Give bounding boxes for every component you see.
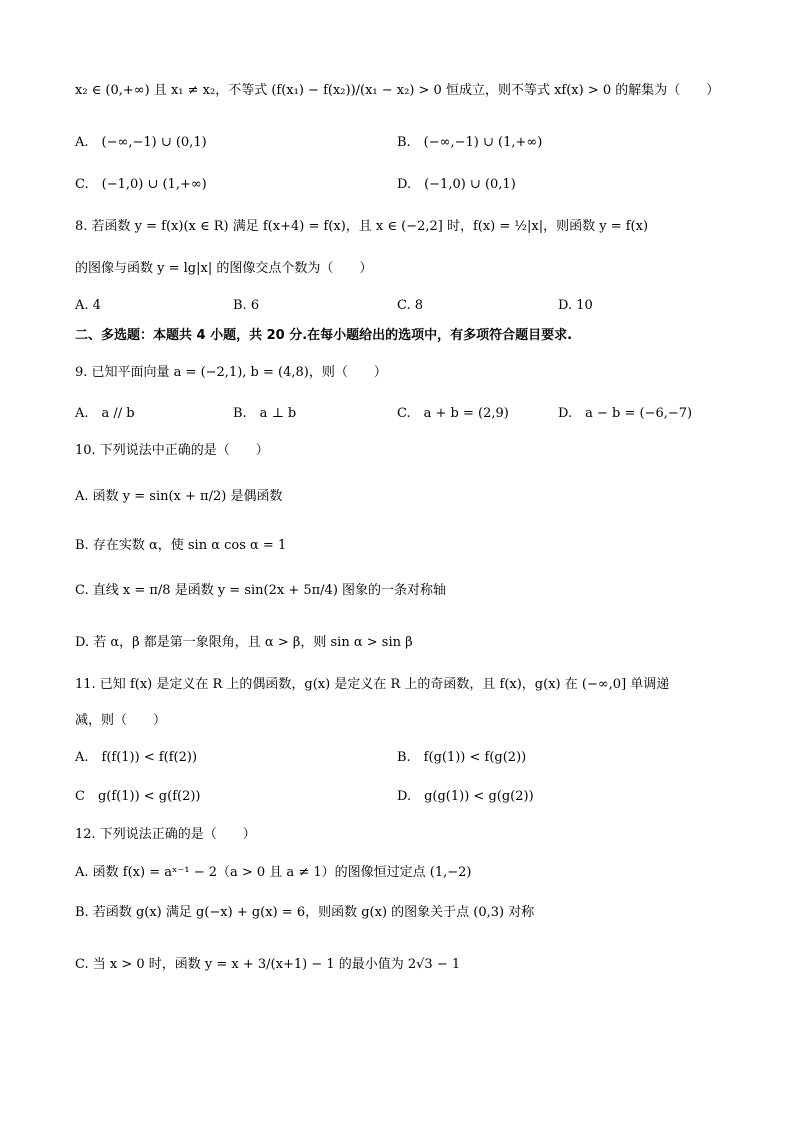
q8-option-c: C. 8 xyxy=(397,298,424,313)
q10-option-c: C. 直线 x = π/8 是函数 y = sin(2x + 5π/4) 图象的一条对称轴 xyxy=(75,583,447,598)
q11-option-c: C g(f(1)) < g(f(2)) xyxy=(75,789,201,804)
q9-option-a: A. a // b xyxy=(75,406,135,421)
q12-option-c: C. 当 x > 0 时，函数 y = x + 3/(x+1) − 1 的最小值为 2√3 − 1 xyxy=(75,957,461,972)
q7-option-b: B. (−∞,−1) ∪ (1,+∞) xyxy=(397,135,543,150)
q8-option-d: D. 10 xyxy=(558,298,593,313)
q8-option-a: A. 4 xyxy=(75,298,101,313)
q12-option-a: A. 函数 f(x) = aˣ⁻¹ − 2（a > 0 且 a ≠ 1）的图像恒过定点 (1,−2) xyxy=(75,865,472,880)
q11-option-d: D. g(g(1)) < g(g(2)) xyxy=(397,789,534,804)
q7-option-a: A. (−∞,−1) ∪ (0,1) xyxy=(75,135,207,150)
q7-condition-line: x₂ ∈ (0,+∞) 且 x₁ ≠ x₂，不等式 (f(x₁) − f(x₂))/(x₁ − x₂) > 0 恒成立，则不等式 xf(x) > 0 的解集为（ ） xyxy=(75,83,720,98)
q9-option-d: D. a − b = (−6,−7) xyxy=(558,406,693,421)
q9-option-c: C. a + b = (2,9) xyxy=(397,406,509,421)
q9-stem: 9. 已知平面向量 a = (−2,1), b = (4,8)，则（ ） xyxy=(75,365,387,380)
q7-option-d: D. (−1,0) ∪ (0,1) xyxy=(397,177,516,192)
q10-option-b: B. 存在实数 α，使 sin α cos α = 1 xyxy=(75,538,287,553)
q8-stem-line2: 的图像与函数 y = lg|x| 的图像交点个数为（ ） xyxy=(75,261,373,276)
q7-option-c: C. (−1,0) ∪ (1,+∞) xyxy=(75,177,207,192)
q10-option-d: D. 若 α，β 都是第一象限角，且 α > β，则 sin α > sin β xyxy=(75,635,413,650)
q11-option-a: A. f(f(1)) < f(f(2)) xyxy=(75,750,198,765)
q12-option-b: B. 若函数 g(x) 满足 g(−x) + g(x) = 6，则函数 g(x) 的图象关于点 (0,3) 对称 xyxy=(75,905,535,920)
section-heading-multiple-choice: 二、多选题：本题共 4 小题，共 20 分.在每小题给出的选项中，有多项符合题目要求. xyxy=(75,328,573,343)
q12-stem: 12. 下列说法正确的是（ ） xyxy=(75,827,256,842)
q8-option-b: B. 6 xyxy=(233,298,260,313)
q9-option-b: B. a ⊥ b xyxy=(233,406,297,421)
q11-option-b: B. f(g(1)) < f(g(2)) xyxy=(397,750,527,765)
q10-stem: 10. 下列说法中正确的是（ ） xyxy=(75,443,269,458)
q11-stem-line1: 11. 已知 f(x) 是定义在 R 上的偶函数，g(x) 是定义在 R 上的奇函数，且 f(x)，g(x) 在 (−∞,0] 单调递 xyxy=(75,677,670,692)
q8-stem-line1: 8. 若函数 y = f(x)(x ∈ R) 满足 f(x+4) = f(x)，且 x ∈ (−2,2] 时，f(x) = ½|x|，则函数 y = f(x) xyxy=(75,219,649,234)
q10-option-a: A. 函数 y = sin(x + π/2) 是偶函数 xyxy=(75,489,283,504)
q11-stem-line2: 减，则（ ） xyxy=(75,713,167,728)
